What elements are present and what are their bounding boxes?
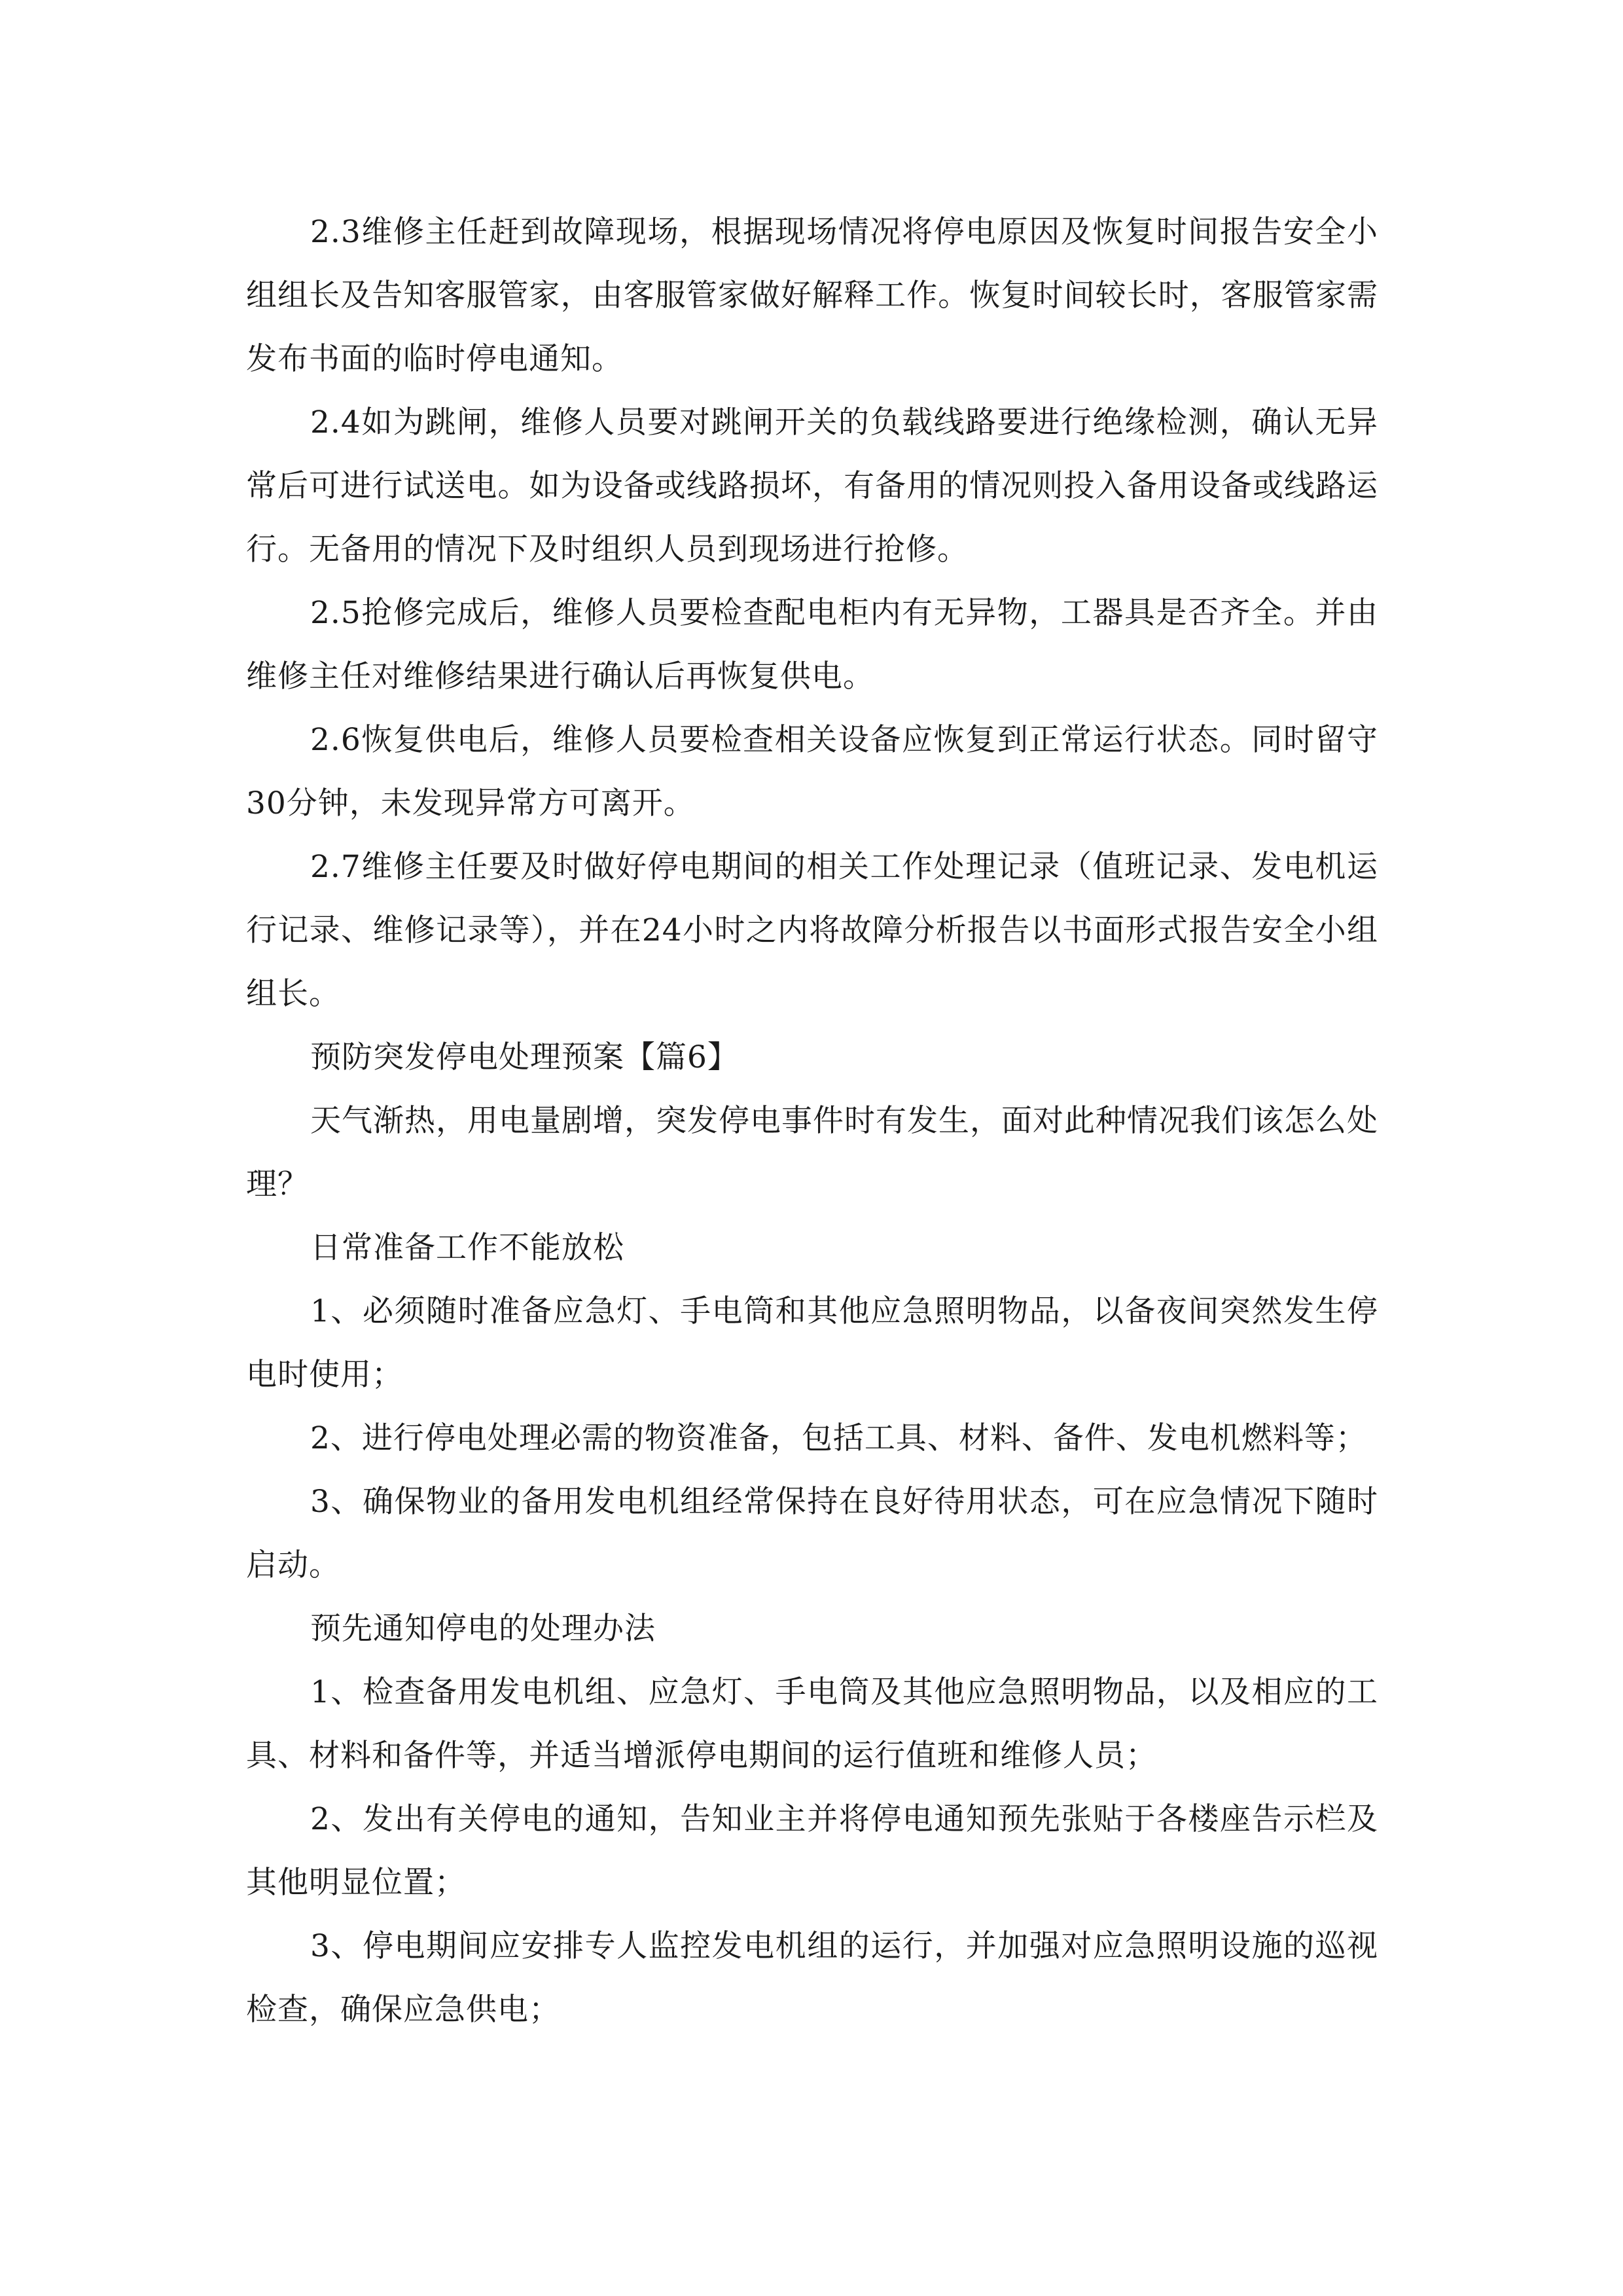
notice-item-1: 1、检查备用发电机组、应急灯、手电筒及其他应急照明物品，以及相应的工具、材料和备件等，并适当增派停电期间的运行值班和维修人员； xyxy=(246,1674,1378,1774)
paragraph-2-7: 2.7维修主任要及时做好停电期间的相关工作处理记录（值班记录、发电机运行记录、维修记录等），并在24小时之内将故障分析报告以书面形式报告安全小组组长。 xyxy=(246,849,1378,1012)
notice-item-3: 3、停电期间应安排专人监控发电机组的运行，并加强对应急照明设施的巡视检查，确保应急供电； xyxy=(246,1928,1378,2028)
notice-item-2: 2、发出有关停电的通知，告知业主并将停电通知预先张贴于各楼座告示栏及其他明显位置； xyxy=(246,1801,1378,1901)
section-heading-part-6: 预防突发停电处理预案【篇6】 xyxy=(310,1039,739,1075)
paragraph-2-6: 2.6恢复供电后，维修人员要检查相关设备应恢复到正常运行状态。同时留守30分钟，未发现异常方可离开。 xyxy=(246,722,1378,821)
subheading-daily-preparation: 日常准备工作不能放松 xyxy=(310,1230,624,1266)
paragraph-2-3: 2.3维修主任赶到故障现场，根据现场情况将停电原因及恢复时间报告安全小组组长及告知客服管家，由客服管家做好解释工作。恢复时间较长时，客服管家需发布书面的临时停电通知。 xyxy=(246,214,1378,377)
subheading-advance-notice: 预先通知停电的处理办法 xyxy=(310,1611,656,1647)
intro-paragraph: 天气渐热，用电量剧增，突发停电事件时有发生，面对此种情况我们该怎么处理？ xyxy=(246,1103,1378,1202)
paragraph-2-5: 2.5抢修完成后，维修人员要检查配电柜内有无异物，工器具是否齐全。并由维修主任对维修结果进行确认后再恢复供电。 xyxy=(246,595,1378,694)
daily-item-1: 1、必须随时准备应急灯、手电筒和其他应急照明物品，以备夜间突然发生停电时使用； xyxy=(246,1293,1378,1393)
daily-item-2: 2、进行停电处理必需的物资准备，包括工具、材料、备件、发电机燃料等； xyxy=(310,1420,1367,1456)
daily-item-3: 3、确保物业的备用发电机组经常保持在良好待用状态，可在应急情况下随时启动。 xyxy=(246,1484,1378,1583)
paragraph-2-4: 2.4如为跳闸，维修人员要对跳闸开关的负载线路要进行绝缘检测，确认无异常后可进行试送电。如为设备或线路损坏，有备用的情况则投入备用设备或线路运行。无备用的情况下及时组织人员到现场进行抢修。 xyxy=(246,404,1378,567)
document-body xyxy=(246,200,1378,2041)
